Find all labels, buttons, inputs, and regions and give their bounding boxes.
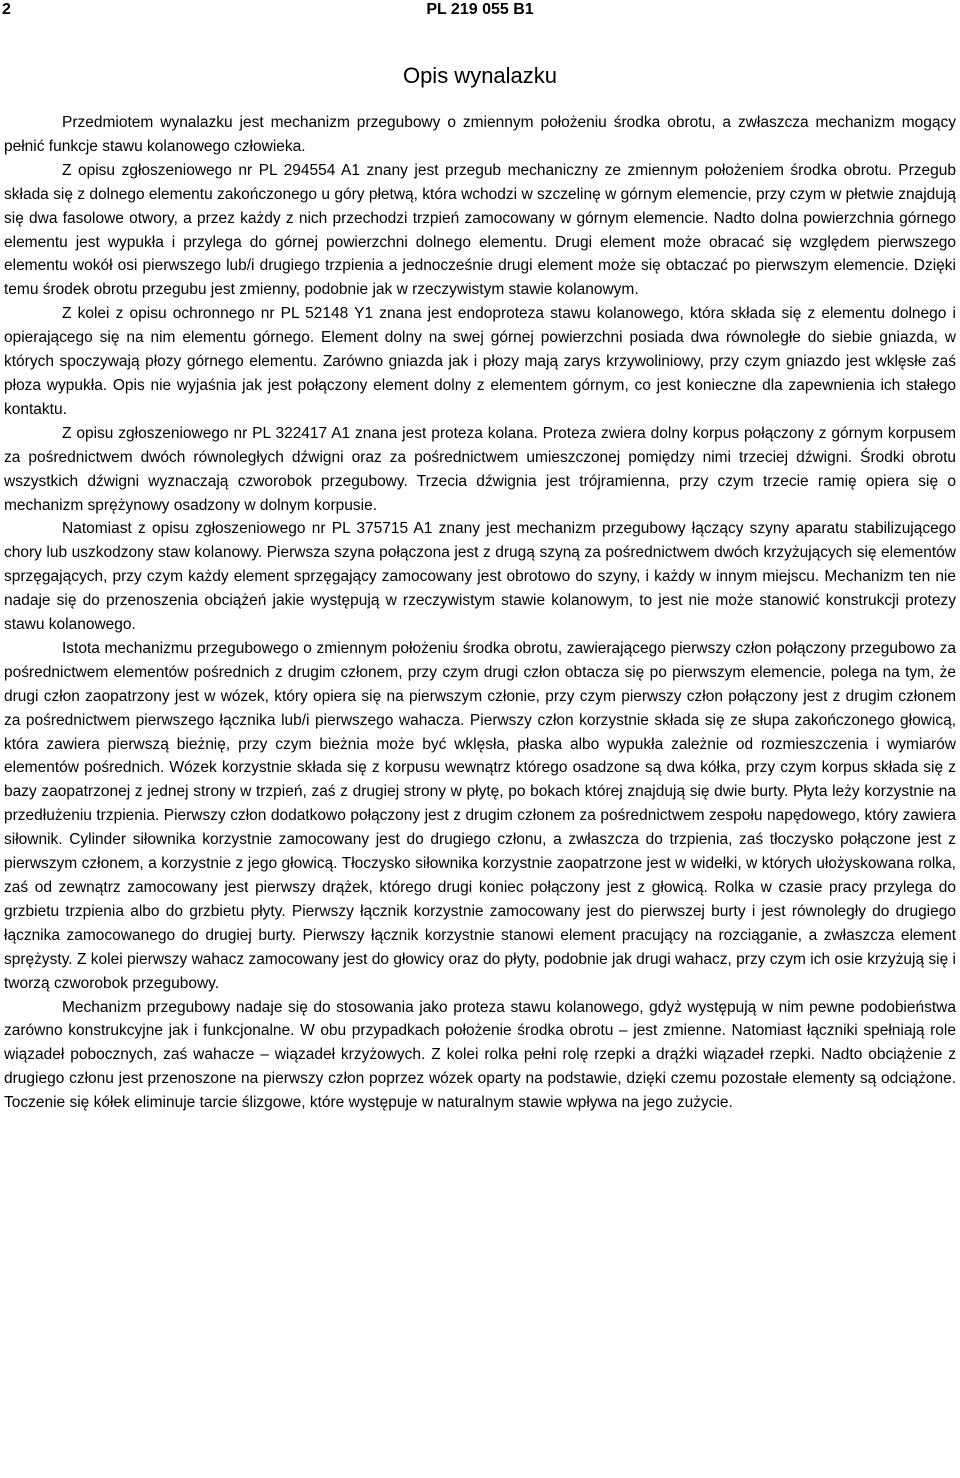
paragraph-1: Przedmiotem wynalazku jest mechanizm przegubowy o zmiennym położeniu środka obrotu, a zwłaszcza mechanizm mogący pełnić funkcje stawu kolanowego człowieka. [4,114,956,155]
paragraph-4: Z opisu zgłoszeniowego nr PL 322417 A1 znana jest proteza kolana. Proteza zwiera dolny korpus połączony z górnym korpusem za pośrednictwem dwóch równoległych dźwigni oraz za pośrednictwem umieszczonej pomiędzy nimi trzeciej dźwigni. Środki obrotu wszystkich dźwigni wyznaczają czworobok przegubowy. Trzecia dźwignia jest trójramienna, przy czym trzecie ramię opiera się o mechanizm sprężynowy osadzony w dolnym korpusie. [4,424,956,514]
document-body [4,111,956,1115]
document-title: Opis wynalazku [402,63,558,88]
page-header [0,0,960,24]
page-number: 2 [2,1,11,18]
paragraph-3: Z kolei z opisu ochronnego nr PL 52148 Y1 znana jest endoproteza stawu kolanowego, która składa się z elementu dolnego i opierającego się na nim elementu górnego. Element dolny na swej górnej powierzchni posiada dwa równoległe do siebie gniazda, w których spoczywają płozy górnego elementu. Zarówno gniazda jak i płozy mają zarys krzywoliniowy, przy czym gniazdo jest wklęsłe zaś płoza wypukła. Opis nie wyjaśnia jak jest połączony element dolny z elementem górnym, co jest konieczne dla zapewnienia ich stałego kontaktu. [4,305,956,418]
paragraph-2: Z opisu zgłoszeniowego nr PL 294554 A1 znany jest przegub mechaniczny ze zmiennym położeniem środka obrotu. Przegub składa się z dolnego elementu zakończonego u góry płetwą, która wchodzi w szczelinę w górnym elemencie, przy czym w płetwie znajdują się dwa fasolowe otwory, a przez każdy z nich przechodzi trzpień zamocowany w górnym elemencie. Nadto dolna powierzchnia górnego elementu jest wypukła i przylega do górnej powierzchni dolnego elementu. Drugi element może obracać się względem pierwszego elementu wokół osi pierwszego lub/i drugiego trzpienia a jednocześnie drugi element może się obtaczać po pierwszym elemencie. Dzięki temu środek obrotu przegubu jest zmienny, podobnie jak w rzeczywistym stawie kolanowym. [4,161,956,299]
paragraph-5: Natomiast z opisu zgłoszeniowego nr PL 375715 A1 znany jest mechanizm przegubowy łączący szyny aparatu stabilizującego chory lub uszkodzony staw kolanowy. Pierwsza szyna połączona jest z drugą szyną za pośrednictwem dwóch krzyżujących się elementów sprzęgających, przy czym każdy element sprzęgający zamocowany jest obrotowo do szyny, i każdy w innym miejscu. Mechanizm ten nie nadaje się do przenoszenia obciążeń jakie występują w rzeczywistym stawie kolanowym, to jest nie może stanowić konstrukcji protezy stawu kolanowego. [4,520,956,634]
paragraph-6: Istota mechanizmu przegubowego o zmiennym położeniu środka obrotu, zawierającego pierwszy człon połączony przegubowo za pośrednictwem elementów pośrednich z drugim członem, przy czym drugi człon obtacza się po pierwszym elemencie, polega na tym, że drugi człon zaopatrzony jest w wózek, który opiera się na pierwszym członie, przy czym pierwszy człon połączony jest z drugim członem za pośrednictwem pierwszego łącznika lub/i pierwszego wahacza. Pierwszy człon korzystnie składa się ze słupa zakończonego głowicą, która zawiera pierwszą bieżnię, przy czym bieżnia może być wklęsła, płaska albo wypukła zależnie od rozmieszczenia i wymiarów elementów pośrednich. Wózek korzystnie składa się z korpusu wewnątrz którego osadzone są dwa kółka, przy czym korpus składa się z bazy zaopatrzonej z jednej strony w trzpień, zaś z drugiej strony w płytę, po bokach której znajdują się dwie burty. Płyta leży korzystnie na przedłużeniu trzpienia. Pierwszy człon dodatkowo połączony jest z drugim członem za pośrednictwem zespołu napędowego, który zawiera siłownik. Cylinder siłownika korzystnie zamocowany jest do drugiego członu, a zwłaszcza do trzpienia, zaś tłoczysko połączone jest z pierwszym członem, a korzystnie z jego głowicą. Tłoczysko siłownika korzystnie zaopatrzone jest w widełki, w których ułożyskowana rolka, zaś od zewnątrz zamocowany jest pierwszy drążek, którego drugi koniec połączony jest z głowicą. Rolka w czasie pracy przylega do grzbietu trzpienia albo do grzbietu płyty. Pierwszy łącznik korzystnie zamocowany jest do pierwszej burty i jest równoległy do drugiego łącznika zamocowanego do drugiej burty. Pierwszy łącznik korzystnie stanowi element pracujący na rozciąganie, a zwłaszcza element sprężysty. Z kolei pierwszy wahacz zamocowany jest do głowicy oraz do płyty, podobnie jak drugi wahacz, przy czym ich osie krzyżują się i tworzą czworobok przegubowy. [4,639,956,992]
paragraph-7: Mechanizm przegubowy nadaje się do stosowania jako proteza stawu kolanowego, gdyż występują w nim pewne podobieństwa zarówno konstrukcyjne jak i funkcjonalne. W obu przypadkach położenie środka obrotu – jest zmienne. Natomiast łączniki spełniają role wiązadeł pobocznych, zaś wahacze – wiązadeł krzyżowych. Z kolei rolka pełni rolę rzepki a drążki wiązadeł rzepki. Nadto obciążenie z drugiego członu jest przenoszone na pierwszy człon poprzez wózek oparty na podstawie, dzięki czemu pozostałe elementy są odciążone. Toczenie się kółek eliminuje tarcie ślizgowe, które występuje w naturalnym stawie wpływa na jego zużycie. [4,998,956,1112]
document-code: PL 219 055 B1 [426,1,534,18]
